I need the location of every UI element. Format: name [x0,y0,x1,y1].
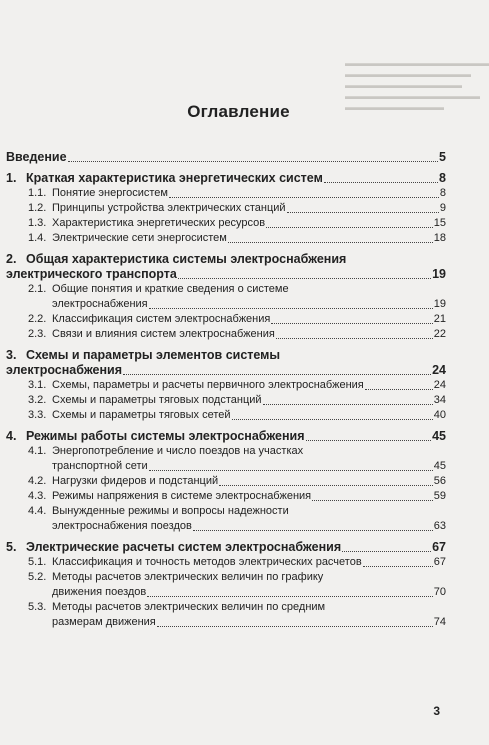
toc-section-page: 19 [433,298,446,310]
toc-section[interactable] [6,216,446,231]
toc-section-number: 2.3. [28,328,47,340]
toc-section-text [28,186,168,201]
toc-chapter-title-text [6,252,346,267]
leader-dots [68,161,438,162]
toc-chapter [6,540,446,630]
toc-chapter-title[interactable] [6,429,446,444]
toc-section-text [28,489,311,504]
leader-dots [324,182,438,183]
leader-dots [263,404,433,405]
toc-chapter [6,348,446,423]
toc-chapter-number: 1. [6,171,17,185]
leader-dots [169,197,439,198]
toc-chapter-number: 2. [6,252,17,266]
toc-chapter-title-line: Общая характеристика системы электроснабжения [26,252,347,266]
toc-section-text [28,504,289,519]
table-of-contents [6,150,446,636]
toc-chapter-page: 45 [432,429,446,443]
toc-section-page: 45 [433,460,446,472]
toc-section-number: 5.2. [28,571,47,583]
toc-section-text [28,327,275,342]
toc-chapter-title-line: Краткая характеристика энергетических систем [26,171,323,185]
leader-dots [219,485,433,486]
leader-dots [363,566,433,567]
toc-chapter-title[interactable] [6,363,446,378]
toc-section-page: 63 [433,520,446,532]
leader-dots [232,419,433,420]
toc-section-title: Связи и влияния систем электроснабжения [52,328,275,340]
leader-dots [306,440,432,441]
toc-section[interactable] [6,489,446,504]
toc-chapter-page: 24 [432,363,446,377]
toc-chapter-number: 4. [6,429,17,443]
toc-section-page: 18 [433,232,446,244]
toc-section-text [28,408,231,423]
toc-section-line [28,378,446,393]
toc-section-title: транспортной сети [52,460,148,472]
toc-chapter-title-text [6,171,323,186]
leader-dots [193,530,433,531]
toc-section-number: 4.3. [28,490,47,502]
toc-section[interactable] [6,600,446,630]
toc-section[interactable] [6,201,446,216]
leader-dots [266,227,433,228]
toc-chapter [6,429,446,534]
toc-section-page: 24 [433,379,446,391]
toc-section-number: 1.3. [28,217,47,229]
toc-section-line [28,231,446,246]
toc-section-line [28,459,446,474]
toc-intro[interactable] [6,150,446,165]
toc-section[interactable] [6,408,446,423]
page-title: Оглавление [187,102,290,121]
toc-section-line [28,216,446,231]
toc-section-title: Классификация систем электроснабжения [52,313,271,325]
toc-chapter [6,171,446,246]
toc-chapter-page: 19 [432,267,446,281]
toc-section-line [28,600,446,615]
toc-section-title: Классификация и точность методов электрических расчетов [52,556,362,568]
toc-section-text [28,615,156,630]
toc-section-title: Энергопотребление и число поездов на участках [52,445,304,457]
toc-chapter-title[interactable] [6,348,446,363]
toc-section-text [28,201,286,216]
toc-section-title: Принципы устройства электрических станций [52,202,286,214]
toc-section[interactable] [6,393,446,408]
toc-chapter-title-text [6,267,177,282]
toc-section-page: 34 [433,394,446,406]
leader-dots [147,596,433,597]
toc-section-page: 22 [433,328,446,340]
leader-dots [342,551,431,552]
toc-section-number: 2.1. [28,283,47,295]
toc-section-title: Характеристика энергетических ресурсов [52,217,266,229]
toc-section-line [28,282,446,297]
toc-section-title: Понятие энергосистем [52,187,168,199]
toc-section-text [28,570,323,585]
toc-section-page: 40 [433,409,446,421]
toc-section-number: 1.2. [28,202,47,214]
toc-section[interactable] [6,282,446,312]
toc-section-number: 4.1. [28,445,47,457]
toc-section-line [28,570,446,585]
leader-dots [365,389,433,390]
toc-section-number: 2.2. [28,313,47,325]
toc-section-text [28,459,148,474]
toc-section-number: 5.3. [28,601,47,613]
toc-section-line [28,393,446,408]
toc-section-text [28,600,325,615]
toc-section[interactable] [6,312,446,327]
toc-section-number: 4.4. [28,505,47,517]
toc-section-title: Электрические сети энергосистем [52,232,227,244]
toc-section-text [28,312,270,327]
toc-section[interactable] [6,555,446,570]
toc-section-line [28,519,446,534]
leader-dots [287,212,439,213]
toc-chapter-title-line: Схемы и параметры элементов системы [26,348,281,362]
toc-intro-page: 5 [439,150,446,164]
toc-section-page: 8 [439,187,446,199]
toc-section-title: Нагрузки фидеров и подстанций [52,475,219,487]
toc-chapter-title[interactable] [6,252,446,267]
toc-section-title: Вынужденные режимы и вопросы надежности [52,505,289,517]
toc-section-page: 21 [433,313,446,325]
toc-section-line [28,585,446,600]
toc-chapter-title-line: Электрические расчеты систем электроснабжения [26,540,342,554]
toc-section-line [28,555,446,570]
toc-section-title: Режимы напряжения в системе электроснабжения [52,490,312,502]
toc-chapter-page: 8 [439,171,446,185]
bleed-through-text: ▬▬▬▬▬▬▬▬▬▬▬▬▬▬▬▬ ▬▬▬▬▬▬▬▬▬▬▬▬▬▬ ▬▬▬▬▬▬▬▬▬▬▬▬▬ ▬▬▬▬▬▬▬▬▬▬▬▬▬▬▬ ▬▬▬▬▬▬▬▬▬▬▬ [345,58,489,112]
toc-section-line [28,201,446,216]
toc-chapter [6,252,446,342]
toc-section-page: 59 [433,490,446,502]
toc-chapter-number: 3. [6,348,17,362]
toc-section-page: 74 [433,616,446,628]
leader-dots [228,242,433,243]
toc-chapter-title-line: электроснабжения [6,363,122,377]
toc-section-number: 1.4. [28,232,47,244]
toc-section[interactable] [6,444,446,474]
toc-section-text [28,297,148,312]
toc-chapter-number: 5. [6,540,17,554]
leader-dots [178,278,431,279]
toc-section-number: 5.1. [28,556,47,568]
toc-section-number: 1.1. [28,187,47,199]
toc-section-text [28,555,362,570]
toc-section-text [28,519,192,534]
toc-chapter-title[interactable] [6,540,446,555]
toc-section[interactable] [6,378,446,393]
toc-section-page: 67 [433,556,446,568]
toc-section-page: 56 [433,475,446,487]
toc-section-line [28,408,446,423]
toc-section-title: электроснабжения поездов [52,520,192,532]
toc-section-title: Схемы и параметры тяговых подстанций [52,394,262,406]
toc-section-text [28,216,265,231]
toc-section-line [28,186,446,201]
toc-section-line [28,489,446,504]
toc-section-text [28,282,289,297]
toc-section-number: 3.2. [28,394,47,406]
toc-section[interactable] [6,327,446,342]
leader-dots [271,323,432,324]
toc-section-title: Общие понятия и краткие сведения о системе [52,283,289,295]
toc-chapter-title-line: электрического транспорта [6,267,177,281]
toc-intro-label: Введение [6,150,67,164]
toc-section-number: 3.1. [28,379,47,391]
leader-dots [123,374,431,375]
toc-section[interactable] [6,186,446,201]
toc-section-title: электроснабжения [52,298,148,310]
toc-chapter-title-line: Режимы работы системы электроснабжения [26,429,305,443]
toc-section-number: 4.2. [28,475,47,487]
page-number: 3 [433,704,440,718]
toc-chapter-page: 67 [432,540,446,554]
toc-section-line [28,312,446,327]
toc-section-page: 15 [433,217,446,229]
toc-section-page: 9 [439,202,446,214]
toc-section[interactable] [6,570,446,600]
toc-chapter-title-text [6,348,280,363]
toc-section-line [28,504,446,519]
toc-section-text [28,444,303,459]
leader-dots [149,308,433,309]
leader-dots [157,626,433,627]
toc-section-line [28,474,446,489]
toc-section-page: 70 [433,586,446,598]
toc-section-text [28,474,218,489]
toc-section-text [28,393,262,408]
toc-section[interactable] [6,474,446,489]
toc-chapter-title-text [6,429,305,444]
leader-dots [276,338,433,339]
toc-section-text [28,378,364,393]
toc-section[interactable] [6,231,446,246]
toc-section-title: Методы расчетов электрических величин по средним [52,601,326,613]
toc-chapter-title-text [6,363,122,378]
toc-section-title: движения поездов [52,586,147,598]
toc-section-line [28,444,446,459]
toc-chapter-title-text [6,540,341,555]
toc-section[interactable] [6,504,446,534]
leader-dots [312,500,433,501]
leader-dots [149,470,433,471]
toc-chapter-title[interactable] [6,267,446,282]
toc-section-number: 3.3. [28,409,47,421]
toc-section-title: Схемы, параметры и расчеты первичного электроснабжения [52,379,364,391]
toc-section-text [28,231,227,246]
toc-section-line [28,615,446,630]
toc-section-line [28,327,446,342]
toc-chapter-title[interactable] [6,171,446,186]
toc-section-line [28,297,446,312]
toc-section-title: Методы расчетов электрических величин по графику [52,571,324,583]
toc-section-title: размерам движения [52,616,156,628]
toc-section-title: Схемы и параметры тяговых сетей [52,409,231,421]
toc-section-text [28,585,146,600]
